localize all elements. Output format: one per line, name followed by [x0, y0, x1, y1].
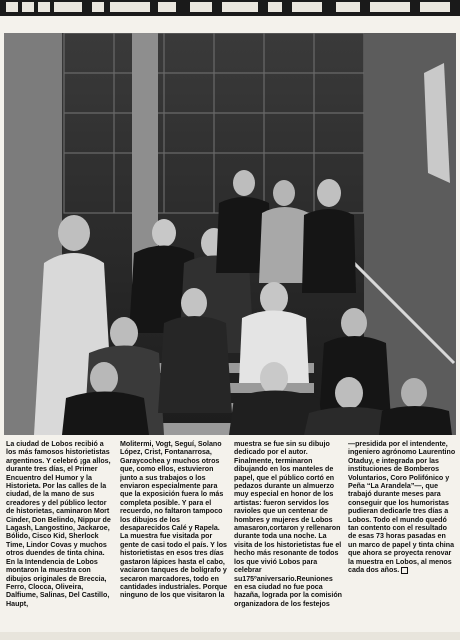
masthead-glyph	[110, 2, 150, 12]
masthead-glyph	[292, 2, 322, 12]
caption-column-4	[348, 440, 456, 626]
photo-scene	[4, 33, 456, 435]
caption-column-1: La ciudad de Lobos recibió a los más famosos historietistas argentinos. Y celebró ¡ga allos, durante tres días, el Primer Encuentro del Humor y la Historieta. Por las calles de la ciudad, de la mano de sus creadores y del público lector de historietas, caminaron Mort Cinder, Don Belindo, Nippur de Lagash, Langostino, Jackaroe, Bólido, Cisco Kid, Sherlock Time, Lindor Covas y muchos otros duendes de tinta china. En la Intendencia de Lobos montaron la muestra con dibujos originales de Breccia, Ferro, Clocca, Oliveira, Dalfiume, Salinas, Del Castillo, Haupt,	[6, 440, 111, 608]
masthead-strip	[0, 0, 460, 16]
caption-column-4-text: —presidida por el intendente, ingeniero agrónomo Laurentino Otaduy, e integrada por las instituciones de Bomberos Voluntarios, Coro Polifónico y Peña “La Arandela”—, que trabajó durante meses para conseguir que los humoristas pudieran dedicarle tres días a Lobos. Todo el mundo quedó tan contento con el resultado de esas 73 horas pasadas en un marco de papel y tinta china que ahora se proyecta renovar la muestra en Lobos, al menos cada dos años.	[348, 440, 456, 575]
masthead-glyph	[336, 2, 360, 12]
caption-column-3: muestra se fue sin su dibujo dedicado por el autor. Finalmente, terminaron dibujando en los manteles de papel, que el público cortó en pedazos durante un almuerzo muy especial en honor de los artistas: fueron servidos los ravioles que un centenar de hombres y mujeres de Lobos amasaron,cortaron y rellenaron durante toda una noche. La visita de los historietistas fue el hecho más resonante de todos los que vivió Lobos para celebrar su175ºaniversario.Reuniones en esa ciudad no fue poca hazaña, lograda por la comisión organizadora de los festejos	[234, 440, 342, 608]
masthead-glyph	[370, 2, 410, 12]
masthead-glyph	[6, 2, 18, 12]
masthead-glyph	[92, 2, 104, 12]
masthead-glyph	[54, 2, 82, 12]
masthead-glyph	[268, 2, 282, 12]
masthead-glyph	[158, 2, 176, 12]
masthead-glyph	[420, 2, 450, 12]
masthead-glyph	[190, 2, 212, 12]
masthead-glyph	[22, 2, 34, 12]
caption-column-2: Molitermi, Vogt, Seguí, Solano López, Crist, Fontanarrosa, Garaycochea y muchos otros que, como ellos, estuvieron junto a sus trabajos o los enviaron especialmente para que la exposición fuera lo más completa posible. Y para el recuerdo, no faltaron tampoco los dibujos de los desaparecidos Calé y Rapela. La muestra fue visitada por gente de casi todo el país. Y los historietistas en esos tres días gastaron lápices hasta el cabo, vaciaron tanques de bolígrafo y secaron marcadores, todo en cantidades industriales. Porque ninguno de los que visitaron la	[120, 440, 228, 600]
end-mark-icon	[401, 567, 408, 574]
masthead-glyph	[38, 2, 50, 12]
page-bottom-edge	[0, 632, 460, 640]
masthead-glyph	[222, 2, 258, 12]
group-photograph	[4, 33, 456, 435]
